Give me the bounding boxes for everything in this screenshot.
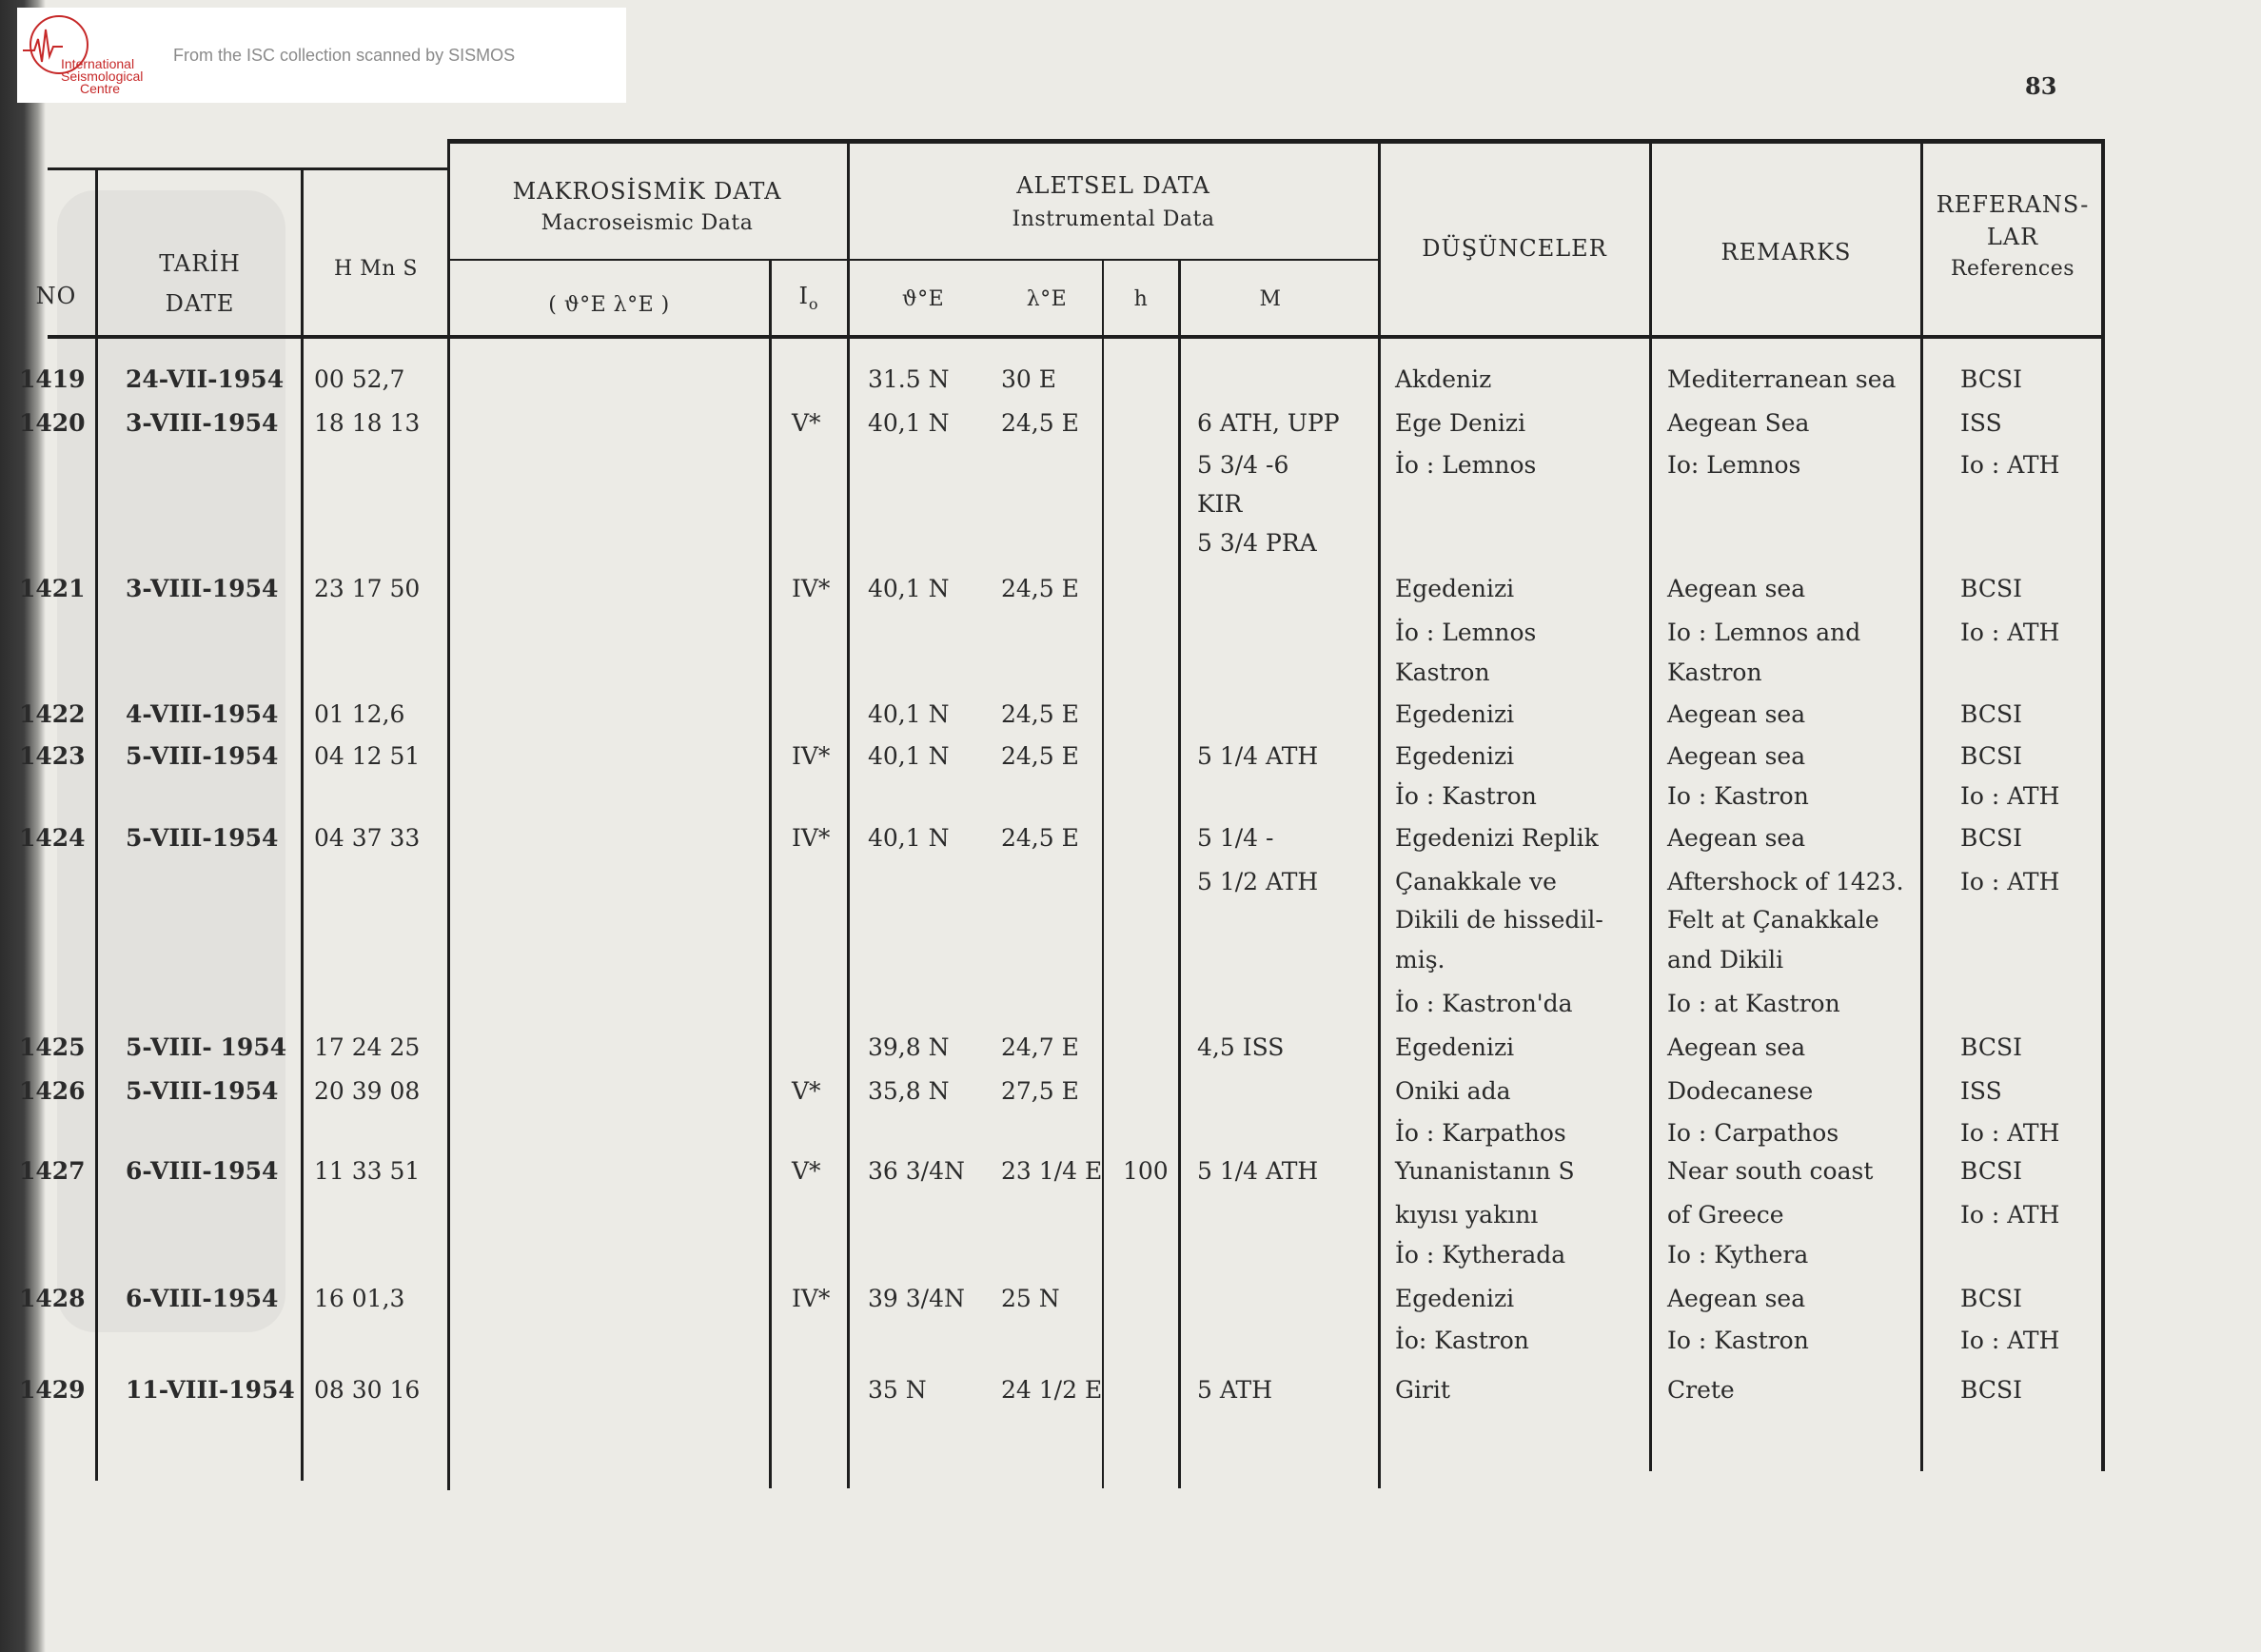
cell-lon: 25 N <box>1001 1285 1060 1312</box>
cell-lon: 24,7 E <box>1001 1033 1079 1061</box>
cell-lat: 40,1 N <box>868 700 950 728</box>
col-line-no <box>95 167 98 1481</box>
cell-remarks: Io: Lemnos <box>1667 451 1801 479</box>
cell-remarks: Io : Lemnos and <box>1667 619 1861 646</box>
header-date-en: DATE <box>165 290 235 317</box>
cell-m: 5 1/2 ATH <box>1197 868 1319 895</box>
cell-refs: Io : ATH <box>1960 619 2060 646</box>
cell-remarks: Crete <box>1667 1376 1735 1404</box>
header-io-sub: o <box>808 294 819 313</box>
cell-no: 1427 <box>19 1157 86 1185</box>
cell-remarks: Aegean sea <box>1667 700 1806 728</box>
cell-thoughts: Egedenizi <box>1395 700 1515 728</box>
header-lat: ϑ°E <box>901 287 945 311</box>
cell-thoughts: İo: Kastron <box>1395 1327 1529 1354</box>
cell-remarks: Io : Kastron <box>1667 782 1809 810</box>
cell-refs: Io : ATH <box>1960 451 2060 479</box>
cell-thoughts: Egedenizi <box>1395 1033 1515 1061</box>
cell-thoughts: İo : Kastron <box>1395 782 1537 810</box>
cell-lat: 40,1 N <box>868 824 950 852</box>
cell-lat: 31.5 N <box>868 365 950 393</box>
cell-thoughts: Akdeniz <box>1395 365 1492 393</box>
cell-lat: 35,8 N <box>868 1077 950 1105</box>
cell-date: 5-VIII-1954 <box>126 824 279 852</box>
cell-date: 3-VIII-1954 <box>126 575 279 602</box>
cell-io: V* <box>792 1077 821 1105</box>
cell-thoughts: Egedenizi <box>1395 742 1515 770</box>
header-divider-macro <box>447 259 1378 261</box>
cell-thoughts: İo : Kastron'da <box>1395 990 1573 1017</box>
cell-io: IV* <box>792 1285 831 1312</box>
col-line-io <box>847 139 850 1488</box>
cell-no: 1419 <box>19 365 86 393</box>
cell-lon: 24,5 E <box>1001 700 1079 728</box>
cell-refs: BCSI <box>1960 700 2022 728</box>
cell-refs: Io : ATH <box>1960 1201 2060 1229</box>
table-top-rule <box>447 139 2105 144</box>
cell-refs: BCSI <box>1960 575 2022 602</box>
header-refs-tr1: REFERANS- <box>1936 191 2090 218</box>
header-refs-tr2: LAR <box>1986 224 2039 250</box>
cell-thoughts: miş. <box>1395 946 1445 974</box>
cell-remarks: Aegean sea <box>1667 824 1806 852</box>
cell-no: 1424 <box>19 824 86 852</box>
cell-remarks: and Dikili <box>1667 946 1784 974</box>
cell-date: 24-VII-1954 <box>126 365 285 393</box>
isc-logo-text <box>61 58 143 95</box>
cell-thoughts: Kastron <box>1395 659 1490 686</box>
cell-lat: 36 3/4N <box>868 1157 965 1185</box>
cell-thoughts: Yunanistanın S <box>1395 1157 1575 1185</box>
col-line-macro <box>769 261 772 1488</box>
col-line-time <box>447 139 450 1490</box>
col-line-h <box>1178 261 1181 1488</box>
cell-time: 00 52,7 <box>314 365 405 393</box>
cell-thoughts: İo : Kytherada <box>1395 1241 1566 1268</box>
cell-thoughts: İo : Lemnos <box>1395 619 1537 646</box>
cell-date: 6-VIII-1954 <box>126 1157 279 1185</box>
cell-no: 1425 <box>19 1033 86 1061</box>
cell-io: IV* <box>792 575 831 602</box>
col-line-remarks <box>1920 139 1923 1471</box>
cell-io: V* <box>792 1157 821 1185</box>
cell-m: 5 ATH <box>1197 1376 1273 1404</box>
cell-remarks: Near south coast <box>1667 1157 1874 1185</box>
cell-io: IV* <box>792 824 831 852</box>
cell-time: 04 12 51 <box>314 742 421 770</box>
cell-lat: 40,1 N <box>868 409 950 437</box>
header-h: h <box>1133 287 1149 311</box>
header-macro-tr: MAKROSİSMİK DATA <box>512 178 782 205</box>
cell-thoughts: Oniki ada <box>1395 1077 1511 1105</box>
cell-date: 4-VIII-1954 <box>126 700 279 728</box>
cell-thoughts: Egedenizi Replik <box>1395 824 1599 852</box>
cell-no: 1429 <box>19 1376 86 1404</box>
cell-refs: Io : ATH <box>1960 1119 2060 1147</box>
cell-remarks: Mediterranean sea <box>1667 365 1897 393</box>
cell-remarks: Io : Kastron <box>1667 1327 1809 1354</box>
cell-remarks: Aegean sea <box>1667 1033 1806 1061</box>
cell-date: 5-VIII-1954 <box>126 1077 279 1105</box>
cell-remarks: of Greece <box>1667 1201 1784 1229</box>
cell-lon: 24,5 E <box>1001 824 1079 852</box>
cell-thoughts: İo : Lemnos <box>1395 451 1537 479</box>
cell-no: 1420 <box>19 409 86 437</box>
cell-m: 5 3/4 PRA <box>1197 529 1317 557</box>
cell-lat: 40,1 N <box>868 575 950 602</box>
cell-remarks: Kastron <box>1667 659 1762 686</box>
cell-remarks: Aegean sea <box>1667 575 1806 602</box>
cell-date: 11-VIII-1954 <box>126 1376 295 1404</box>
header-instr-tr: ALETSEL DATA <box>1016 172 1210 199</box>
cell-remarks: Aegean sea <box>1667 742 1806 770</box>
header-time: H Mn S <box>334 257 418 281</box>
cell-time: 17 24 25 <box>314 1033 421 1061</box>
col-line-date <box>301 167 304 1481</box>
cell-remarks: Io : at Kastron <box>1667 990 1840 1017</box>
cell-remarks: Dodecanese <box>1667 1077 1814 1105</box>
cell-lat: 40,1 N <box>868 742 950 770</box>
cell-time: 04 37 33 <box>314 824 421 852</box>
isc-logo <box>21 12 144 98</box>
cell-remarks: Felt at Çanakkale <box>1667 906 1879 934</box>
watermark-banner <box>17 8 626 103</box>
cell-date: 3-VIII-1954 <box>126 409 279 437</box>
col-line-m <box>1378 139 1381 1488</box>
cell-refs: BCSI <box>1960 824 2022 852</box>
watermark-caption: From the ISC collection scanned by SISMOS <box>173 45 516 65</box>
header-lon: λ°E <box>1026 287 1068 311</box>
logo-line-3: Centre <box>80 81 121 96</box>
header-macro-en: Macroseismic Data <box>541 211 754 235</box>
cell-time: 01 12,6 <box>314 700 405 728</box>
cell-io: V* <box>792 409 821 437</box>
cell-m: 5 1/4 - <box>1197 824 1274 852</box>
header-io-letter: I <box>798 283 809 309</box>
cell-m: 5 1/4 ATH <box>1197 1157 1319 1185</box>
header-io <box>780 282 837 319</box>
cell-lon: 27,5 E <box>1001 1077 1079 1105</box>
header-macro-coords: ( ϑ°E λ°E ) <box>548 293 670 317</box>
cell-refs: Io : ATH <box>1960 782 2060 810</box>
cell-lon: 24,5 E <box>1001 742 1079 770</box>
cell-h: 100 <box>1123 1157 1169 1185</box>
cell-refs: ISS <box>1960 409 2002 437</box>
cell-time: 08 30 16 <box>314 1376 421 1404</box>
header-m: M <box>1259 287 1282 311</box>
cell-remarks: Io : Kythera <box>1667 1241 1809 1268</box>
cell-m: 5 3/4 -6 <box>1197 451 1289 479</box>
cell-refs: BCSI <box>1960 742 2022 770</box>
cell-refs: BCSI <box>1960 365 2022 393</box>
table-top-rule-left <box>48 167 447 170</box>
col-line-thoughts <box>1649 139 1652 1471</box>
logo-line-1: International <box>61 56 135 71</box>
col-line-lon <box>1102 261 1104 1488</box>
cell-thoughts: Egedenizi <box>1395 1285 1515 1312</box>
cell-time: 20 39 08 <box>314 1077 421 1105</box>
cell-remarks: Aegean sea <box>1667 1285 1806 1312</box>
cell-time: 18 18 13 <box>314 409 421 437</box>
cell-lon: 24 1/2 E <box>1001 1376 1103 1404</box>
header-instr-en: Instrumental Data <box>1012 207 1215 231</box>
cell-thoughts: Dikili de hissedil- <box>1395 906 1603 934</box>
cell-lat: 35 N <box>868 1376 927 1404</box>
cell-no: 1421 <box>19 575 86 602</box>
cell-m: 5 1/4 ATH <box>1197 742 1319 770</box>
cell-refs: Io : ATH <box>1960 1327 2060 1354</box>
cell-no: 1428 <box>19 1285 86 1312</box>
header-refs-en: References <box>1950 257 2075 281</box>
cell-lon: 24,5 E <box>1001 575 1079 602</box>
cell-thoughts: kıyısı yakını <box>1395 1201 1539 1229</box>
cell-refs: ISS <box>1960 1077 2002 1105</box>
header-bottom-rule <box>48 335 2105 339</box>
cell-lon: 23 1/4 E <box>1001 1157 1103 1185</box>
cell-date: 5-VIII- 1954 <box>126 1033 287 1061</box>
cell-time: 11 33 51 <box>314 1157 421 1185</box>
cell-date: 5-VIII-1954 <box>126 742 279 770</box>
cell-remarks: Aegean Sea <box>1667 409 1810 437</box>
cell-lon: 24,5 E <box>1001 409 1079 437</box>
cell-refs: BCSI <box>1960 1033 2022 1061</box>
logo-line-2: Seismological <box>61 69 144 84</box>
cell-thoughts: Ege Denizi <box>1395 409 1526 437</box>
header-remarks: REMARKS <box>1720 239 1852 266</box>
cell-thoughts: İo : Karpathos <box>1395 1119 1566 1147</box>
header-no: NO <box>35 283 77 309</box>
cell-refs: BCSI <box>1960 1285 2022 1312</box>
cell-m: 6 ATH, UPP <box>1197 409 1340 437</box>
cell-m: 4,5 ISS <box>1197 1033 1285 1061</box>
cell-lat: 39 3/4N <box>868 1285 965 1312</box>
header-thoughts: DÜŞÜNCELER <box>1422 235 1607 262</box>
cell-remarks: Io : Carpathos <box>1667 1119 1839 1147</box>
cell-m: KIR <box>1197 490 1243 518</box>
cell-refs: BCSI <box>1960 1157 2022 1185</box>
col-line-refs-end <box>2101 139 2105 1471</box>
header-date-tr: TARİH <box>159 250 241 277</box>
cell-no: 1423 <box>19 742 86 770</box>
cell-no: 1422 <box>19 700 86 728</box>
cell-date: 6-VIII-1954 <box>126 1285 279 1312</box>
cell-time: 16 01,3 <box>314 1285 405 1312</box>
cell-refs: BCSI <box>1960 1376 2022 1404</box>
page-number: 83 <box>2025 72 2057 100</box>
cell-refs: Io : ATH <box>1960 868 2060 895</box>
cell-io: IV* <box>792 742 831 770</box>
cell-time: 23 17 50 <box>314 575 421 602</box>
cell-thoughts: Çanakkale ve <box>1395 868 1557 895</box>
cell-remarks: Aftershock of 1423. <box>1667 868 1904 895</box>
cell-no: 1426 <box>19 1077 86 1105</box>
cell-thoughts: Egedenizi <box>1395 575 1515 602</box>
cell-thoughts: Girit <box>1395 1376 1450 1404</box>
cell-lon: 30 E <box>1001 365 1057 393</box>
cell-lat: 39,8 N <box>868 1033 950 1061</box>
